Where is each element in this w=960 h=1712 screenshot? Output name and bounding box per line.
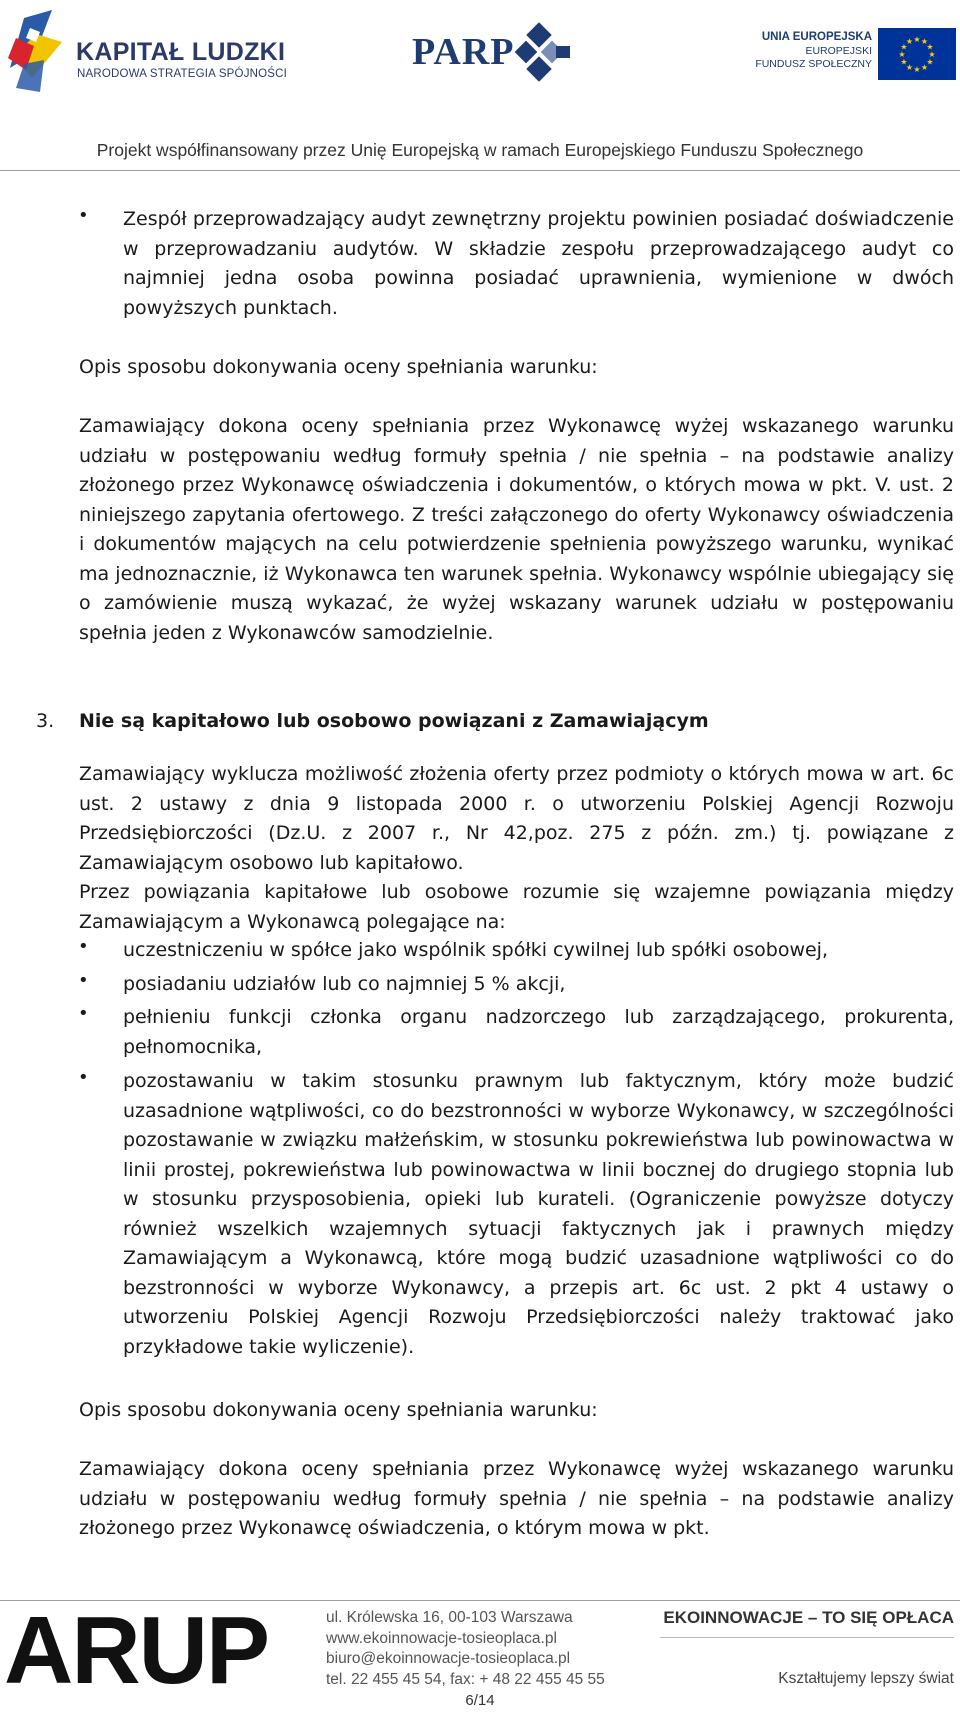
- eu-star-icon: ★: [920, 37, 929, 47]
- bullet-icon: •: [78, 205, 89, 226]
- section-heading: Nie są kapitałowo lub osobowo powiązani z Zamawiającym: [79, 710, 709, 732]
- header-divider: [0, 170, 960, 171]
- eu-star-icon: ★: [913, 35, 921, 44]
- eu-logo: [750, 26, 956, 82]
- assessment-label: Opis sposobu dokonywania oceny spełniania warunku:: [79, 1399, 598, 1421]
- arup-logo: ARUP: [4, 1597, 269, 1704]
- audit-team-bullet: Zespół przeprowadzający audyt zewnętrzny projektu powinien posiadać doświadczenie w przeprowadzaniu audytów. W składzie zespołu przeprowadzającego audyt co najmniej jedna osoba powinna posiadać uprawnienia, wymienione w dwóch powyższych punktach.: [123, 208, 954, 319]
- eu-star-icon: ★: [900, 42, 908, 52]
- bullet-icon: •: [78, 970, 89, 991]
- kapital-ludzki-title: KAPITAŁ LUDZKI: [76, 38, 286, 66]
- assessment-label: Opis sposobu dokonywania oceny spełniania warunku:: [79, 356, 598, 378]
- eu-star-icon: ★: [898, 50, 906, 59]
- kapital-ludzki-logo: [6, 8, 288, 94]
- eu-star-icon: ★: [905, 62, 914, 72]
- eu-star-icon: ★: [926, 57, 934, 67]
- list-item: posiadaniu udziałów lub co najmniej 5 % akcji,: [123, 973, 566, 995]
- page-header: [0, 0, 960, 172]
- phone-line: tel. 22 455 45 54, fax: + 48 22 455 45 55: [326, 1670, 605, 1688]
- eu-star-icon: ★: [913, 65, 921, 74]
- eu-fund-line2: FUNDUSZ SPOŁECZNY: [755, 58, 872, 70]
- contact-block: [326, 1608, 605, 1690]
- cofinancing-caption: Projekt współfinansowany przez Unię Europejską w ramach Europejskiego Funduszu Społecznego: [96, 140, 864, 160]
- campaign-divider: [660, 1637, 954, 1638]
- bullet-icon: •: [78, 936, 89, 957]
- eu-star-icon: ★: [926, 42, 934, 52]
- slogan: Kształtujemy lepszy świat: [778, 1670, 954, 1687]
- parp-emblem-icon: [512, 22, 576, 82]
- eu-star-icon: ★: [900, 57, 908, 67]
- eu-flag-icon: [878, 28, 956, 80]
- kapital-ludzki-subtitle: NARODOWA STRATEGIA SPÓJNOŚCI: [77, 68, 288, 80]
- section-intro: Zamawiający wyklucza możliwość złożenia oferty przez podmioty o których mowa w art. 6c ust. 2 ustawy z dnia 9 listopada 2000 r. o utworzeniu Polskiej Agencji Rozwoju Przedsiębiorczości (Dz.U. z 2007 r., Nr 42,poz. 275 z późn. zm.) tj. powiązane z Zamawiającym osobowo lub kapitałowo.: [79, 763, 954, 874]
- list-item: pełnieniu funkcji członka organu nadzorczego lub zarządzającego, prokurenta, pełnomocnika,: [123, 1006, 954, 1058]
- eu-fund-line1: EUROPEJSKI: [805, 45, 872, 57]
- eu-star-icon: ★: [905, 37, 914, 47]
- section-intro-2: Przez powiązania kapitałowe lub osobowe rozumie się wzajemne powiązania między Zamawiającym a Wykonawcą polegające na:: [79, 881, 954, 933]
- bullet-icon: •: [78, 1067, 89, 1088]
- campaign-title: EKOINNOWACJE – TO SIĘ OPŁACA: [663, 1608, 954, 1627]
- assessment-paragraph: Zamawiający dokona oceny spełniania przez Wykonawcę wyżej wskazanego warunku udziału w postępowaniu według formuły spełnia / nie spełnia – na podstawie analizy złożonego przez Wykonawcę oświadczenia, o którym mowa w pkt.: [79, 1458, 954, 1539]
- page-number: 6/14: [465, 1692, 495, 1709]
- kapital-ludzki-star-icon: [6, 8, 70, 94]
- eu-logo-text: [755, 30, 872, 71]
- parp-logo: [412, 22, 612, 86]
- address-line: ul. Królewska 16, 00-103 Warszawa: [326, 1609, 573, 1626]
- eu-star-icon: ★: [920, 62, 929, 72]
- list-item: pozostawaniu w takim stosunku prawnym lub faktycznym, który może budzić uzasadnione wątpliwości, co do bezstronności w wyborze Wykonawcy, w szczególności pozostawanie w związku małżeńskim, w stosunku pokrewieństwa lub powinowactwa w linii prostej, pokrewieństwa lub powinowactwa w linii bocznej do drugiego stopnia lub w stosunku przysposobienia, opieki lub kurateli. (Ograniczenie powyższe dotyczy również wszelkich wzajemnych sytuacji faktycznych jak i prawnych między Zamawiającym a Wykonawcą, które mogą budzić uzasadnione wątpliwości co do bezstronności w wyborze Wykonawcy, a przepis art. 6c ust. 2 pkt 4 ustawy o utworzeniu Polskiej Agencji Rozwoju Przedsiębiorczości należy traktować jako przykładowe takie wyliczenie).: [123, 1070, 954, 1358]
- assessment-paragraph: Zamawiający dokona oceny spełniania przez Wykonawcę wyżej wskazanego warunku udziału w postępowaniu według formuły spełnia / nie spełnia – na podstawie analizy złożonego przez Wykonawcę oświadczenia i dokumentów, o których mowa w pkt. V. ust. 2 niniejszego zapytania ofertowego. Z treści załączonego do oferty Wykonawcy oświadczenia i dokumentów mających na celu potwierdzenie spełnienia powyższego warunku, wynikać ma jednoznacznie, iż Wykonawca ten warunek spełnia. Wykonawcy wspólnie ubiegający się o zamówienie muszą wykazać, że wyżej wskazany warunek udziału w postępowaniu spełnia jeden z Wykonawców samodzielnie.: [79, 415, 954, 644]
- eu-star-icon: ★: [928, 50, 936, 59]
- list-item: uczestniczeniu w spółce jako wspólnik spółki cywilnej lub spółki osobowej,: [123, 939, 828, 961]
- parp-wordmark: PARP: [412, 31, 515, 73]
- section-number: 3.: [36, 710, 55, 732]
- bullet-icon: •: [78, 1003, 89, 1024]
- eu-name: UNIA EUROPEJSKA: [761, 31, 872, 43]
- email-link[interactable]: biuro@ekoinnowacje-tosieoplaca.pl: [326, 1650, 571, 1667]
- website-link[interactable]: www.ekoinnowacje-tosieoplaca.pl: [326, 1629, 557, 1647]
